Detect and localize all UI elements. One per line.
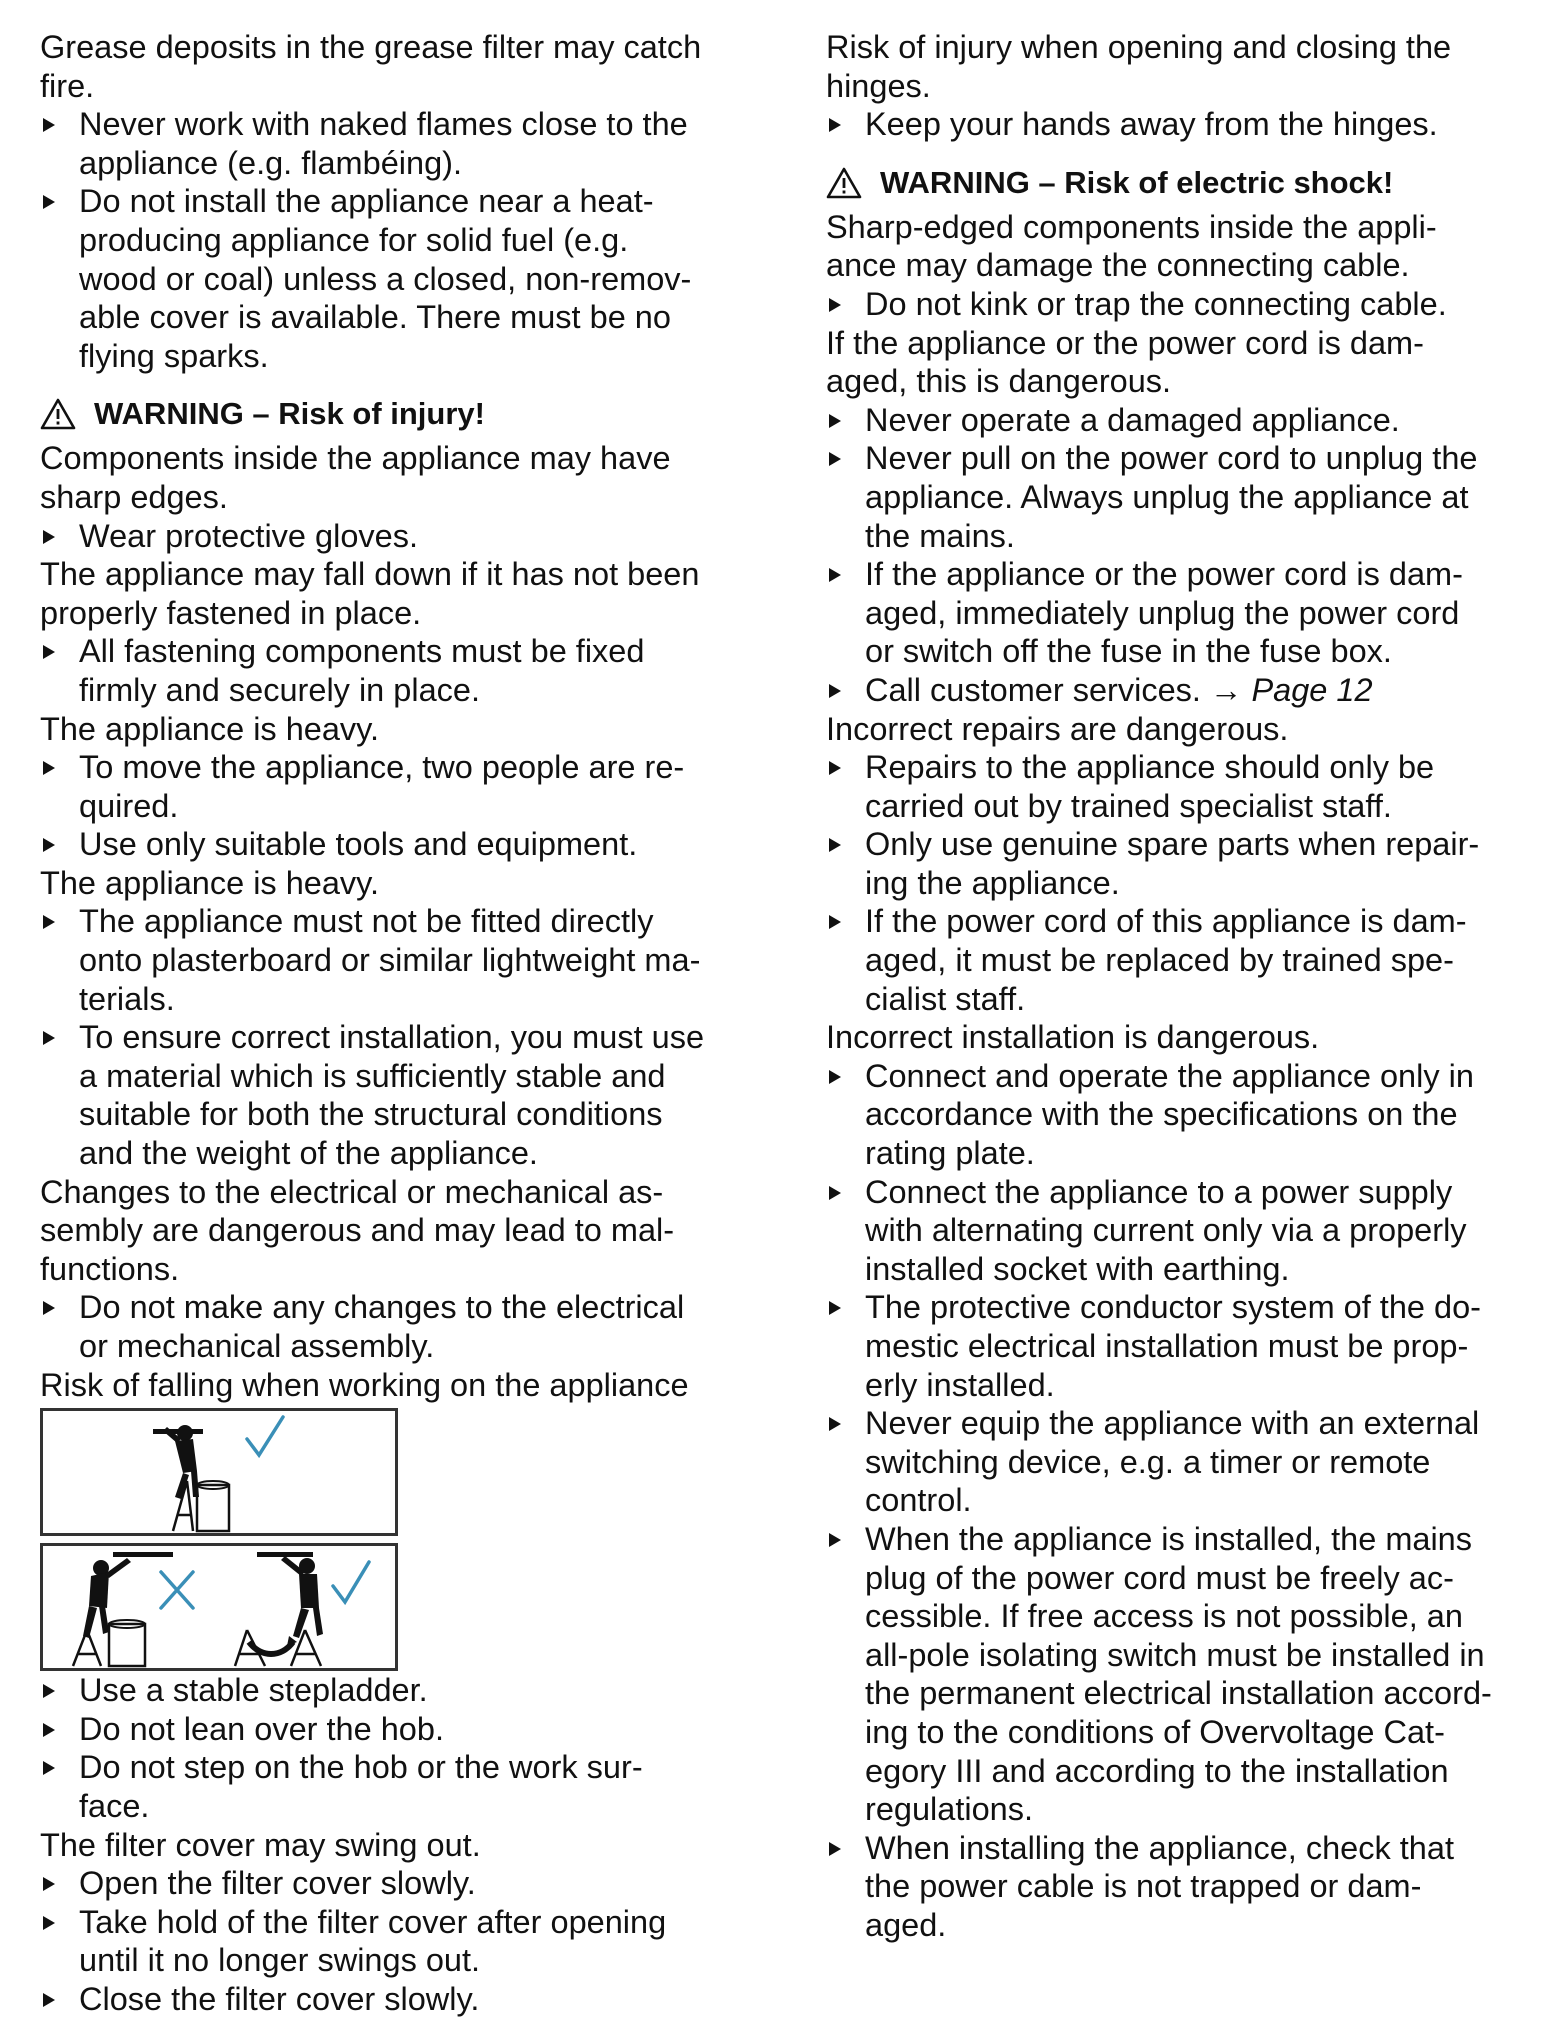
- bullet-genuine-parts: [826, 825, 1544, 902]
- warning-triangle-icon: [826, 167, 862, 199]
- text-line: Do not step on the hob or the work sur-: [79, 1749, 643, 1786]
- bullet-no-lean: [40, 1710, 758, 1749]
- text-line: Take hold of the filter cover after opening: [79, 1903, 667, 1940]
- bullet-never-pull: [826, 439, 1544, 555]
- text-line: ing to the conditions of Overvoltage Cat-: [865, 1713, 1445, 1750]
- text-line: Use only suitable tools and equipment.: [79, 826, 638, 863]
- text-line: egory III and according to the installation: [865, 1752, 1449, 1789]
- bullet-arrow-icon: [43, 645, 55, 659]
- bullet-cord-replaced: [826, 902, 1544, 1018]
- text-line: suitable for both the structural conditions: [79, 1096, 663, 1133]
- bullet-arrow-icon: [43, 1761, 55, 1775]
- para-sharp-components: [826, 208, 1544, 285]
- text-line: Do not kink or trap the connecting cable.: [865, 285, 1447, 322]
- text-line: Keep your hands away from the hinges.: [865, 106, 1438, 143]
- bullet-arrow-icon: [829, 1842, 841, 1856]
- para-filter-swing: [40, 1826, 758, 1865]
- bullet-arrow-icon: [43, 118, 55, 132]
- bullet-arrow-icon: [829, 1186, 841, 1200]
- warning-heading-injury: [40, 395, 758, 433]
- text-line: installed socket with earthing.: [865, 1250, 1290, 1287]
- text-line: with alternating current only via a properly: [865, 1212, 1467, 1249]
- right-column: [826, 28, 1544, 1945]
- text-line: Never equip the appliance with an external: [865, 1405, 1480, 1442]
- text-line: aged, immediately unplug the power cord: [865, 594, 1460, 631]
- text-line: control.: [865, 1482, 972, 1519]
- illustration-stepladder-comparison: [40, 1543, 398, 1671]
- bullet-material: [40, 1018, 758, 1172]
- text-line: Changes to the electrical or mechanical as-: [40, 1173, 664, 1210]
- left-column: [40, 28, 758, 2019]
- text-line: firmly and securely in place.: [79, 671, 480, 708]
- text-line: The protective conductor system of the do-: [865, 1289, 1481, 1326]
- bullet-arrow-icon: [43, 530, 55, 544]
- text-line: ing the appliance.: [865, 864, 1120, 901]
- bullet-external-switch: [826, 1404, 1544, 1520]
- warning-triangle-icon: [40, 398, 76, 430]
- text-line: wood or coal) unless a closed, non-remov-: [79, 260, 692, 297]
- bullet-take-hold: [40, 1903, 758, 1980]
- bullet-stable-stepladder: [40, 1671, 758, 1710]
- text-line: all-pole isolating switch must be installed in: [865, 1636, 1485, 1673]
- bullet-arrow-icon: [829, 838, 841, 852]
- text-line: appliance. Always unplug the appliance at: [865, 478, 1469, 515]
- text-line: The appliance must not be fitted directly: [79, 903, 654, 940]
- text-line: erly installed.: [865, 1366, 1055, 1403]
- text-line: sharp edges.: [40, 478, 228, 515]
- bullet-never-operate: [826, 401, 1544, 440]
- para-hinges: [826, 28, 1544, 105]
- text-line: functions.: [40, 1250, 180, 1287]
- text-line: fire.: [40, 67, 95, 104]
- text-line: Risk of falling when working on the appliance: [40, 1366, 689, 1403]
- bullet-rating-plate: [826, 1057, 1544, 1173]
- warning-title: WARNING – Risk of electric shock!: [880, 164, 1394, 200]
- text-line: onto plasterboard or similar lightweight ma-: [79, 942, 701, 979]
- bullet-arrow-icon: [829, 1417, 841, 1431]
- bullet-open-slowly: [40, 1864, 758, 1903]
- bullet-earthing: [826, 1173, 1544, 1289]
- text-line: hinges.: [826, 67, 931, 104]
- customer-services-text: Call customer services. →: [865, 671, 1252, 708]
- warning-heading-electric: [826, 164, 1544, 202]
- text-line: Connect the appliance to a power supply: [865, 1173, 1453, 1210]
- bullet-arrow-icon: [829, 568, 841, 582]
- text-line: To ensure correct installation, you must use: [79, 1019, 705, 1056]
- text-line: Grease deposits in the grease filter may catch: [40, 29, 702, 65]
- page-reference-link[interactable]: Page 12: [1251, 671, 1373, 708]
- para-falling: [40, 1366, 758, 1405]
- text-line: Sharp-edged components inside the appli-: [826, 208, 1437, 245]
- para-changes: [40, 1173, 758, 1289]
- bullet-arrow-icon: [829, 915, 841, 929]
- bullet-arrow-icon: [829, 761, 841, 775]
- text-line: cessible. If free access is not possible, an: [865, 1598, 1463, 1635]
- bullet-tools: [40, 825, 758, 864]
- bullet-arrow-icon: [43, 195, 55, 209]
- bullet-arrow-icon: [43, 761, 55, 775]
- bullet-no-changes: [40, 1288, 758, 1365]
- para-repairs: [826, 710, 1544, 749]
- text-line: and the weight of the appliance.: [79, 1135, 538, 1172]
- check-icon: [333, 1562, 369, 1602]
- bullet-arrow-icon: [43, 1993, 55, 2007]
- text-line: The appliance is heavy.: [40, 864, 380, 901]
- text-line: ance may damage the connecting cable.: [826, 247, 1410, 284]
- text-line: Risk of injury when opening and closing the: [826, 29, 1452, 65]
- bullet-arrow-icon: [829, 298, 841, 312]
- warning-title: WARNING – Risk of injury!: [94, 396, 485, 432]
- text-line: plug of the power cord must be freely ac-: [865, 1559, 1454, 1596]
- text-line: producing appliance for solid fuel (e.g.: [79, 221, 629, 258]
- bullet-arrow-icon: [43, 838, 55, 852]
- text-line: mestic electrical installation must be prop-: [865, 1328, 1469, 1364]
- bullet-mains-plug: [826, 1520, 1544, 1829]
- bullet-protective-conductor: [826, 1288, 1544, 1404]
- text-line: All fastening components must be fixed: [79, 633, 645, 670]
- bullet-arrow-icon: [43, 1916, 55, 1930]
- para-fall-down: [40, 555, 758, 632]
- text-line: Incorrect repairs are dangerous.: [826, 710, 1289, 747]
- bullet-unplug: [826, 555, 1544, 671]
- text-line: When installing the appliance, check that: [865, 1829, 1454, 1866]
- bullet-hands-away: [826, 105, 1544, 144]
- text-line: rating plate.: [865, 1135, 1035, 1172]
- text-line: the power cable is not trapped or dam-: [865, 1868, 1422, 1905]
- text-line: Close the filter cover slowly.: [79, 1980, 480, 2017]
- text-line: able cover is available. There must be no: [79, 299, 671, 336]
- text-line: properly fastened in place.: [40, 594, 422, 631]
- text-line: Wear protective gloves.: [79, 517, 418, 554]
- para-installation: [826, 1018, 1544, 1057]
- text-line: quired.: [79, 787, 179, 824]
- bullet-arrow-icon: [43, 1877, 55, 1891]
- text-line: Components inside the appliance may have: [40, 440, 671, 477]
- text-line: aged, this is dangerous.: [826, 363, 1172, 400]
- text-line: Do not install the appliance near a heat-: [79, 183, 654, 220]
- text-line: Never operate a damaged appliance.: [865, 401, 1400, 438]
- text-line: switching device, e.g. a timer or remote: [865, 1443, 1431, 1480]
- text-line: If the power cord of this appliance is dam-: [865, 903, 1467, 940]
- text-line: a material which is sufficiently stable and: [79, 1057, 666, 1094]
- illustration-stepladder-correct: [40, 1408, 398, 1536]
- bullet-two-people: [40, 748, 758, 825]
- text-line: Incorrect installation is dangerous.: [826, 1019, 1320, 1056]
- cross-icon: [161, 1572, 193, 1608]
- text-line: aged.: [865, 1906, 947, 1943]
- para-grease-fire: [40, 28, 758, 105]
- text-line: Use a stable stepladder.: [79, 1672, 428, 1709]
- text-line: or switch off the fuse in the fuse box.: [865, 633, 1392, 670]
- bullet-customer-services: [826, 671, 1544, 710]
- check-icon: [247, 1417, 283, 1455]
- text-line: flying sparks.: [79, 337, 269, 374]
- text-line: or mechanical assembly.: [79, 1328, 435, 1364]
- text-line: If the appliance or the power cord is dam-: [826, 324, 1424, 361]
- bullet-no-kink: [826, 285, 1544, 324]
- bullet-check-cable: [826, 1829, 1544, 1945]
- bullet-gloves: [40, 517, 758, 556]
- bullet-arrow-icon: [829, 1533, 841, 1547]
- bullet-arrow-icon: [829, 414, 841, 428]
- text-line: The appliance is heavy.: [40, 710, 380, 747]
- text-line: Never pull on the power cord to unplug the: [865, 440, 1478, 477]
- text-line: When the appliance is installed, the mains: [865, 1520, 1473, 1557]
- para-damaged: [826, 324, 1544, 401]
- text-line: regulations.: [865, 1791, 1034, 1828]
- text-line: terials.: [79, 980, 175, 1017]
- bullet-fastening: [40, 632, 758, 709]
- text-line: Repairs to the appliance should only be: [865, 749, 1435, 786]
- text-line: Open the filter cover slowly.: [79, 1865, 476, 1902]
- bullet-arrow-icon: [43, 1684, 55, 1698]
- lean-vs-step-icon: [43, 1546, 395, 1668]
- text-line: If the appliance or the power cord is dam-: [865, 556, 1463, 593]
- bullet-arrow-icon: [43, 1031, 55, 1045]
- text-line: The appliance may fall down if it has not been: [40, 556, 700, 593]
- text-line: aged, it must be replaced by trained spe-: [865, 942, 1454, 979]
- text-line: To move the appliance, two people are re-: [79, 749, 685, 786]
- text-line: cialist staff.: [865, 980, 1026, 1017]
- bullet-arrow-icon: [829, 118, 841, 132]
- text-line: Only use genuine spare parts when repair-: [865, 826, 1480, 863]
- text-line: accordance with the specifications on the: [865, 1096, 1458, 1133]
- bullet-no-step: [40, 1748, 758, 1825]
- bullet-arrow-icon: [829, 452, 841, 466]
- bullet-arrow-icon: [43, 1723, 55, 1737]
- bullet-arrow-icon: [43, 915, 55, 929]
- text-line: sembly are dangerous and may lead to mal-: [40, 1212, 675, 1249]
- bullet-arrow-icon: [829, 1070, 841, 1084]
- text-line: Never work with naked flames close to the: [79, 106, 688, 143]
- bullet-arrow-icon: [43, 1301, 55, 1315]
- text-line: Connect and operate the appliance only in: [865, 1057, 1474, 1094]
- para-heavy-2: [40, 864, 758, 903]
- text-line: Do not lean over the hob.: [79, 1710, 444, 1747]
- text-line: carried out by trained specialist staff.: [865, 787, 1392, 824]
- bullet-plasterboard: [40, 902, 758, 1018]
- text-line: The filter cover may swing out.: [40, 1826, 481, 1863]
- bullet-naked-flames: [40, 105, 758, 182]
- bullet-arrow-icon: [829, 1301, 841, 1315]
- text-line: the mains.: [865, 517, 1015, 554]
- para-heavy-1: [40, 710, 758, 749]
- text-line: the permanent electrical installation accord-: [865, 1675, 1492, 1712]
- text-line: Do not make any changes to the electrical: [79, 1289, 685, 1326]
- bullet-trained-staff: [826, 748, 1544, 825]
- text-line: appliance (e.g. flambéing).: [79, 144, 463, 181]
- bullet-solid-fuel: [40, 182, 758, 375]
- person-on-ladder-icon: [43, 1411, 395, 1533]
- text-line: until it no longer swings out.: [79, 1942, 481, 1979]
- bullet-close-slowly: [40, 1980, 758, 2019]
- text-line: face.: [79, 1787, 150, 1824]
- para-sharp-edges: [40, 439, 758, 516]
